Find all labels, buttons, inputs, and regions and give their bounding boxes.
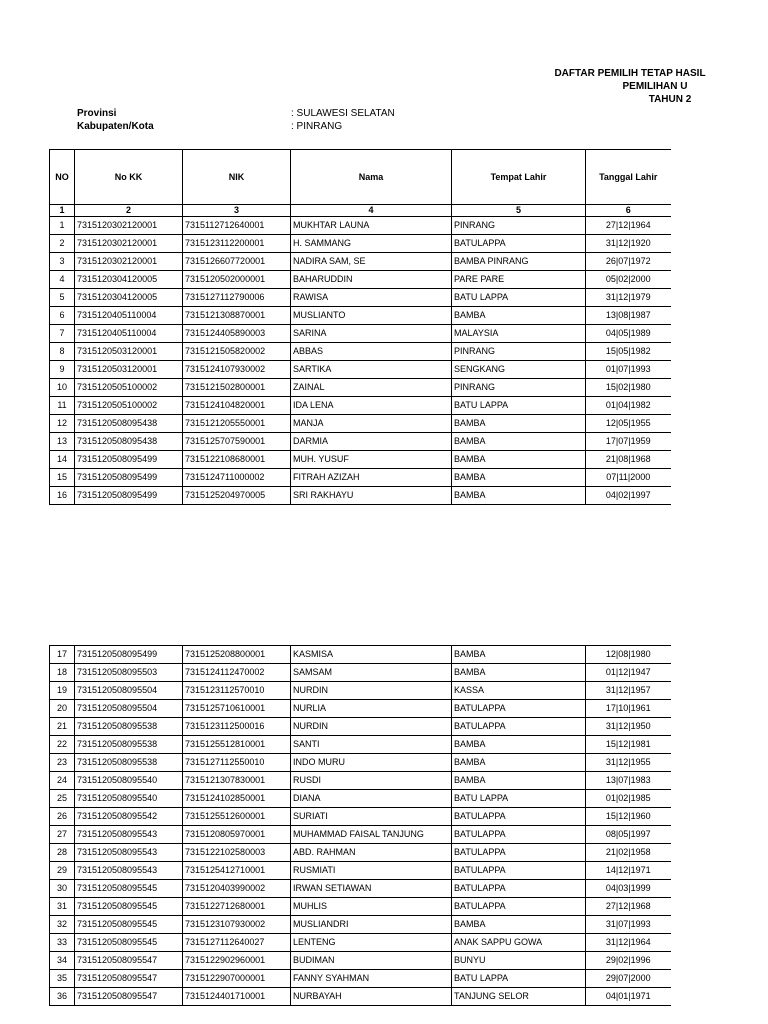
table-row [50,271,671,289]
cell-nik: 7315125208800001 [183,646,291,664]
table-row [50,664,671,682]
cell-nama: RUSDI [291,772,452,790]
cell-nik: 7315124104820001 [183,397,291,415]
cell-tanggal-lahir: 31|12|1957 [586,682,671,700]
cell-nama: LENTENG [291,934,452,952]
cell-no: 22 [50,736,75,754]
cell-tanggal-lahir: 31|12|1950 [586,718,671,736]
cell-nama: KASMISA [291,646,452,664]
cell-nama: RAWISA [291,289,452,307]
cell-nik: 7315125707590001 [183,433,291,451]
cell-nama: ABBAS [291,343,452,361]
cell-tempat-lahir: SENGKANG [452,361,586,379]
column-header-tanggal-lahir: Tanggal Lahir [586,150,671,205]
cell-nik: 7315112712640001 [183,217,291,235]
cell-nik: 7315124405890003 [183,325,291,343]
cell-tanggal-lahir: 01|07|1993 [586,361,671,379]
cell-tanggal-lahir: 13|08|1987 [586,307,671,325]
cell-nama: SURIATI [291,808,452,826]
cell-tempat-lahir: PINRANG [452,343,586,361]
cell-no-kk: 7315120508095538 [75,736,183,754]
cell-tempat-lahir: BAMBA [452,487,586,505]
cell-no: 29 [50,862,75,880]
cell-tanggal-lahir: 27|12|1968 [586,898,671,916]
cell-tempat-lahir: BATU LAPPA [452,970,586,988]
document-title-line-2: PEMILIHAN U [622,81,688,92]
table-row [50,790,671,808]
voter-table-1 [49,149,671,505]
cell-tanggal-lahir: 15|12|1981 [586,736,671,754]
cell-nik: 7315125512600001 [183,808,291,826]
cell-nik: 7315120403990002 [183,880,291,898]
cell-no-kk: 7315120508095538 [75,754,183,772]
cell-tempat-lahir: PINRANG [452,217,586,235]
cell-tanggal-lahir: 01|04|1982 [586,397,671,415]
column-header-nik: NIK [183,150,291,205]
column-number: 4 [291,205,452,217]
document-title-line-3: TAHUN 2 [648,94,692,105]
cell-no-kk: 7315120503120001 [75,343,183,361]
cell-nik: 7315121205550001 [183,415,291,433]
table-row [50,736,671,754]
cell-no-kk: 7315120302120001 [75,253,183,271]
cell-no-kk: 7315120508095545 [75,880,183,898]
cell-nik: 7315123112200001 [183,235,291,253]
cell-tempat-lahir: BAMBA [452,469,586,487]
cell-nama: SANTI [291,736,452,754]
cell-tanggal-lahir: 21|08|1968 [586,451,671,469]
cell-nama: MUSLIANDRI [291,916,452,934]
table-row [50,772,671,790]
voter-table-2-body [50,646,671,1006]
cell-no-kk: 7315120508095543 [75,844,183,862]
cell-tempat-lahir: BATULAPPA [452,718,586,736]
cell-nama: MANJA [291,415,452,433]
cell-tempat-lahir: BAMBA [452,916,586,934]
cell-nik: 7315122907000001 [183,970,291,988]
cell-no: 25 [50,790,75,808]
cell-no: 24 [50,772,75,790]
cell-no-kk: 7315120304120005 [75,289,183,307]
cell-tanggal-lahir: 04|03|1999 [586,880,671,898]
cell-nik: 7315124102850001 [183,790,291,808]
cell-nama: DIANA [291,790,452,808]
cell-nama: ZAINAL [291,379,452,397]
cell-no: 7 [50,325,75,343]
cell-nik: 7315125204970005 [183,487,291,505]
table-row [50,862,671,880]
cell-tanggal-lahir: 01|12|1947 [586,664,671,682]
provinsi-label: Provinsi [77,108,117,119]
cell-no: 20 [50,700,75,718]
provinsi-value: : SULAWESI SELATAN [291,108,395,119]
cell-no: 6 [50,307,75,325]
cell-no: 34 [50,952,75,970]
cell-nama: NURLIA [291,700,452,718]
cell-tanggal-lahir: 31|12|1920 [586,235,671,253]
table-row [50,487,671,505]
cell-tanggal-lahir: 31|12|1955 [586,754,671,772]
cell-tempat-lahir: BAMBA [452,451,586,469]
cell-nama: BAHARUDDIN [291,271,452,289]
cell-tempat-lahir: BAMBA [452,754,586,772]
cell-tanggal-lahir: 07|11|2000 [586,469,671,487]
cell-tanggal-lahir: 12|05|1955 [586,415,671,433]
cell-no-kk: 7315120508095545 [75,898,183,916]
cell-no: 16 [50,487,75,505]
cell-nik: 7315123107930002 [183,916,291,934]
cell-nama: NADIRA SAM, SE [291,253,452,271]
cell-tempat-lahir: BATULAPPA [452,844,586,862]
column-number: 2 [75,205,183,217]
table-header-row [50,150,671,205]
cell-no-kk: 7315120405110004 [75,307,183,325]
cell-nik: 7315120502000001 [183,271,291,289]
cell-nama: NURBAYAH [291,988,452,1006]
cell-nama: IDA LENA [291,397,452,415]
cell-tanggal-lahir: 21|02|1958 [586,844,671,862]
cell-nama: MUSLIANTO [291,307,452,325]
cell-nik: 7315122108680001 [183,451,291,469]
cell-nama: SAMSAM [291,664,452,682]
cell-no: 35 [50,970,75,988]
cell-tempat-lahir: BATULAPPA [452,898,586,916]
cell-nama: H. SAMMANG [291,235,452,253]
cell-no-kk: 7315120503120001 [75,361,183,379]
cell-nik: 7315123112570010 [183,682,291,700]
cell-no-kk: 7315120508095438 [75,433,183,451]
table-row [50,451,671,469]
cell-tempat-lahir: ANAK SAPPU GOWA [452,934,586,952]
cell-tanggal-lahir: 14|12|1971 [586,862,671,880]
cell-tempat-lahir: BAMBA [452,736,586,754]
cell-tempat-lahir: BAMBA [452,433,586,451]
cell-tempat-lahir: KASSA [452,682,586,700]
cell-nik: 7315122712680001 [183,898,291,916]
cell-nik: 7315121307830001 [183,772,291,790]
cell-no-kk: 7315120508095545 [75,916,183,934]
cell-no-kk: 7315120508095543 [75,826,183,844]
cell-no: 31 [50,898,75,916]
voter-table-2 [49,645,671,1006]
cell-no: 13 [50,433,75,451]
cell-tanggal-lahir: 05|02|2000 [586,271,671,289]
cell-nama: DARMIA [291,433,452,451]
cell-nama: MUHAMMAD FAISAL TANJUNG [291,826,452,844]
cell-tanggal-lahir: 04|05|1989 [586,325,671,343]
cell-no: 36 [50,988,75,1006]
cell-tempat-lahir: BATU LAPPA [452,397,586,415]
column-header-no-kk: No KK [75,150,183,205]
cell-nik: 7315123112500016 [183,718,291,736]
cell-tempat-lahir: BATULAPPA [452,880,586,898]
cell-no-kk: 7315120302120001 [75,217,183,235]
cell-tanggal-lahir: 29|02|1996 [586,952,671,970]
table-row [50,325,671,343]
cell-nama: SARTIKA [291,361,452,379]
cell-no-kk: 7315120508095545 [75,934,183,952]
cell-no-kk: 7315120505100002 [75,397,183,415]
column-number: 5 [452,205,586,217]
cell-nik: 7315122902960001 [183,952,291,970]
cell-tanggal-lahir: 31|07|1993 [586,916,671,934]
cell-tanggal-lahir: 29|07|2000 [586,970,671,988]
cell-nama: SARINA [291,325,452,343]
cell-tempat-lahir: BATU LAPPA [452,790,586,808]
document-title-line-1: DAFTAR PEMILIH TETAP HASIL [554,68,706,79]
cell-tempat-lahir: PARE PARE [452,271,586,289]
cell-no-kk: 7315120304120005 [75,271,183,289]
cell-tempat-lahir: BATU LAPPA [452,289,586,307]
cell-tempat-lahir: PINRANG [452,379,586,397]
cell-tempat-lahir: TANJUNG SELOR [452,988,586,1006]
cell-no: 11 [50,397,75,415]
cell-nama: SRI RAKHAYU [291,487,452,505]
cell-no: 4 [50,271,75,289]
table-row [50,343,671,361]
cell-no: 8 [50,343,75,361]
column-number: 1 [50,205,75,217]
cell-no-kk: 7315120508095438 [75,415,183,433]
cell-nama: ABD. RAHMAN [291,844,452,862]
cell-no: 19 [50,682,75,700]
cell-tempat-lahir: MALAYSIA [452,325,586,343]
cell-nik: 7315127112550010 [183,754,291,772]
cell-no-kk: 7315120508095543 [75,862,183,880]
table-row [50,253,671,271]
cell-no-kk: 7315120508095540 [75,790,183,808]
cell-nama: INDO MURU [291,754,452,772]
cell-no: 2 [50,235,75,253]
cell-nik: 7315121505820002 [183,343,291,361]
table-row [50,217,671,235]
cell-nik: 7315127112640027 [183,934,291,952]
cell-no-kk: 7315120508095538 [75,718,183,736]
cell-tempat-lahir: BAMBA [452,307,586,325]
cell-nik: 7315121308870001 [183,307,291,325]
table-row [50,469,671,487]
table-row [50,808,671,826]
cell-no-kk: 7315120505100002 [75,379,183,397]
cell-tanggal-lahir: 17|07|1959 [586,433,671,451]
cell-tempat-lahir: BAMBA [452,415,586,433]
column-number: 6 [586,205,671,217]
table-row [50,379,671,397]
cell-no: 10 [50,379,75,397]
cell-tanggal-lahir: 31|12|1979 [586,289,671,307]
kabupaten-label: Kabupaten/Kota [77,121,154,132]
cell-nik: 7315125512810001 [183,736,291,754]
cell-tempat-lahir: BATULAPPA [452,862,586,880]
column-number-row [50,205,671,217]
cell-no: 14 [50,451,75,469]
cell-tanggal-lahir: 13|07|1983 [586,772,671,790]
cell-nama: BUDIMAN [291,952,452,970]
kabupaten-value: : PINRANG [291,121,343,132]
table-row [50,916,671,934]
cell-no: 15 [50,469,75,487]
cell-nik: 7315124112470002 [183,664,291,682]
cell-tempat-lahir: BUNYU [452,952,586,970]
cell-no: 5 [50,289,75,307]
cell-tempat-lahir: BATULAPPA [452,826,586,844]
cell-nik: 7315124107930002 [183,361,291,379]
cell-nama: NURDIN [291,682,452,700]
cell-tanggal-lahir: 15|12|1960 [586,808,671,826]
table-row [50,646,671,664]
cell-nama: FITRAH AZIZAH [291,469,452,487]
column-header-tempat-lahir: Tempat Lahir [452,150,586,205]
cell-no: 1 [50,217,75,235]
cell-no: 33 [50,934,75,952]
cell-nik: 7315120805970001 [183,826,291,844]
cell-no: 30 [50,880,75,898]
cell-tempat-lahir: BATULAPPA [452,808,586,826]
column-number: 3 [183,205,291,217]
cell-no: 32 [50,916,75,934]
cell-tanggal-lahir: 08|05|1997 [586,826,671,844]
cell-nik: 7315125412710001 [183,862,291,880]
table-row [50,433,671,451]
cell-nik: 7315126607720001 [183,253,291,271]
cell-no-kk: 7315120508095542 [75,808,183,826]
table-row [50,682,671,700]
table-row [50,235,671,253]
cell-tempat-lahir: BAMBA [452,664,586,682]
cell-no-kk: 7315120508095499 [75,487,183,505]
cell-no-kk: 7315120508095499 [75,451,183,469]
cell-nik: 7315124401710001 [183,988,291,1006]
cell-no-kk: 7315120508095547 [75,988,183,1006]
table-row [50,952,671,970]
table-row [50,880,671,898]
cell-no-kk: 7315120508095540 [75,772,183,790]
table-row [50,898,671,916]
cell-nama: RUSMIATI [291,862,452,880]
cell-nik: 7315122102580003 [183,844,291,862]
table-row [50,826,671,844]
table-row [50,307,671,325]
table-row [50,844,671,862]
cell-tanggal-lahir: 04|02|1997 [586,487,671,505]
cell-no: 26 [50,808,75,826]
table-row [50,700,671,718]
table-row [50,361,671,379]
cell-tempat-lahir: BATULAPPA [452,700,586,718]
cell-tanggal-lahir: 12|08|1980 [586,646,671,664]
cell-no: 23 [50,754,75,772]
cell-no-kk: 7315120508095503 [75,664,183,682]
column-header-nama: Nama [291,150,452,205]
cell-tanggal-lahir: 15|05|1982 [586,343,671,361]
cell-no-kk: 7315120508095547 [75,970,183,988]
cell-no-kk: 7315120508095504 [75,682,183,700]
table-row [50,970,671,988]
cell-no-kk: 7315120405110004 [75,325,183,343]
cell-tanggal-lahir: 17|10|1961 [586,700,671,718]
cell-tanggal-lahir: 04|01|1971 [586,988,671,1006]
cell-no-kk: 7315120508095499 [75,469,183,487]
column-header-no: NO [50,150,75,205]
table-row [50,754,671,772]
cell-no-kk: 7315120302120001 [75,235,183,253]
cell-nik: 7315125710610001 [183,700,291,718]
voter-table-1-body [50,217,671,505]
cell-nama: MUHLIS [291,898,452,916]
cell-nik: 7315121502800001 [183,379,291,397]
cell-nama: FANNY SYAHMAN [291,970,452,988]
cell-no-kk: 7315120508095547 [75,952,183,970]
cell-tanggal-lahir: 26|07|1972 [586,253,671,271]
cell-tempat-lahir: BAMBA PINRANG [452,253,586,271]
table-row [50,718,671,736]
cell-no: 18 [50,664,75,682]
cell-no: 3 [50,253,75,271]
cell-no: 17 [50,646,75,664]
cell-nama: IRWAN SETIAWAN [291,880,452,898]
table-row [50,988,671,1006]
cell-no: 12 [50,415,75,433]
table-row [50,289,671,307]
cell-tempat-lahir: BAMBA [452,646,586,664]
table-row [50,934,671,952]
cell-no-kk: 7315120508095504 [75,700,183,718]
cell-tanggal-lahir: 27|12|1964 [586,217,671,235]
cell-no: 27 [50,826,75,844]
cell-no: 28 [50,844,75,862]
cell-no: 21 [50,718,75,736]
cell-tempat-lahir: BATULAPPA [452,235,586,253]
cell-nama: NURDIN [291,718,452,736]
table-row [50,415,671,433]
cell-tanggal-lahir: 31|12|1964 [586,934,671,952]
cell-tanggal-lahir: 15|02|1980 [586,379,671,397]
cell-tempat-lahir: BAMBA [452,772,586,790]
cell-no-kk: 7315120508095499 [75,646,183,664]
cell-nama: MUH. YUSUF [291,451,452,469]
cell-no: 9 [50,361,75,379]
cell-tanggal-lahir: 01|02|1985 [586,790,671,808]
cell-nik: 7315127112790006 [183,289,291,307]
cell-nama: MUKHTAR LAUNA [291,217,452,235]
cell-nik: 7315124711000002 [183,469,291,487]
table-row [50,397,671,415]
